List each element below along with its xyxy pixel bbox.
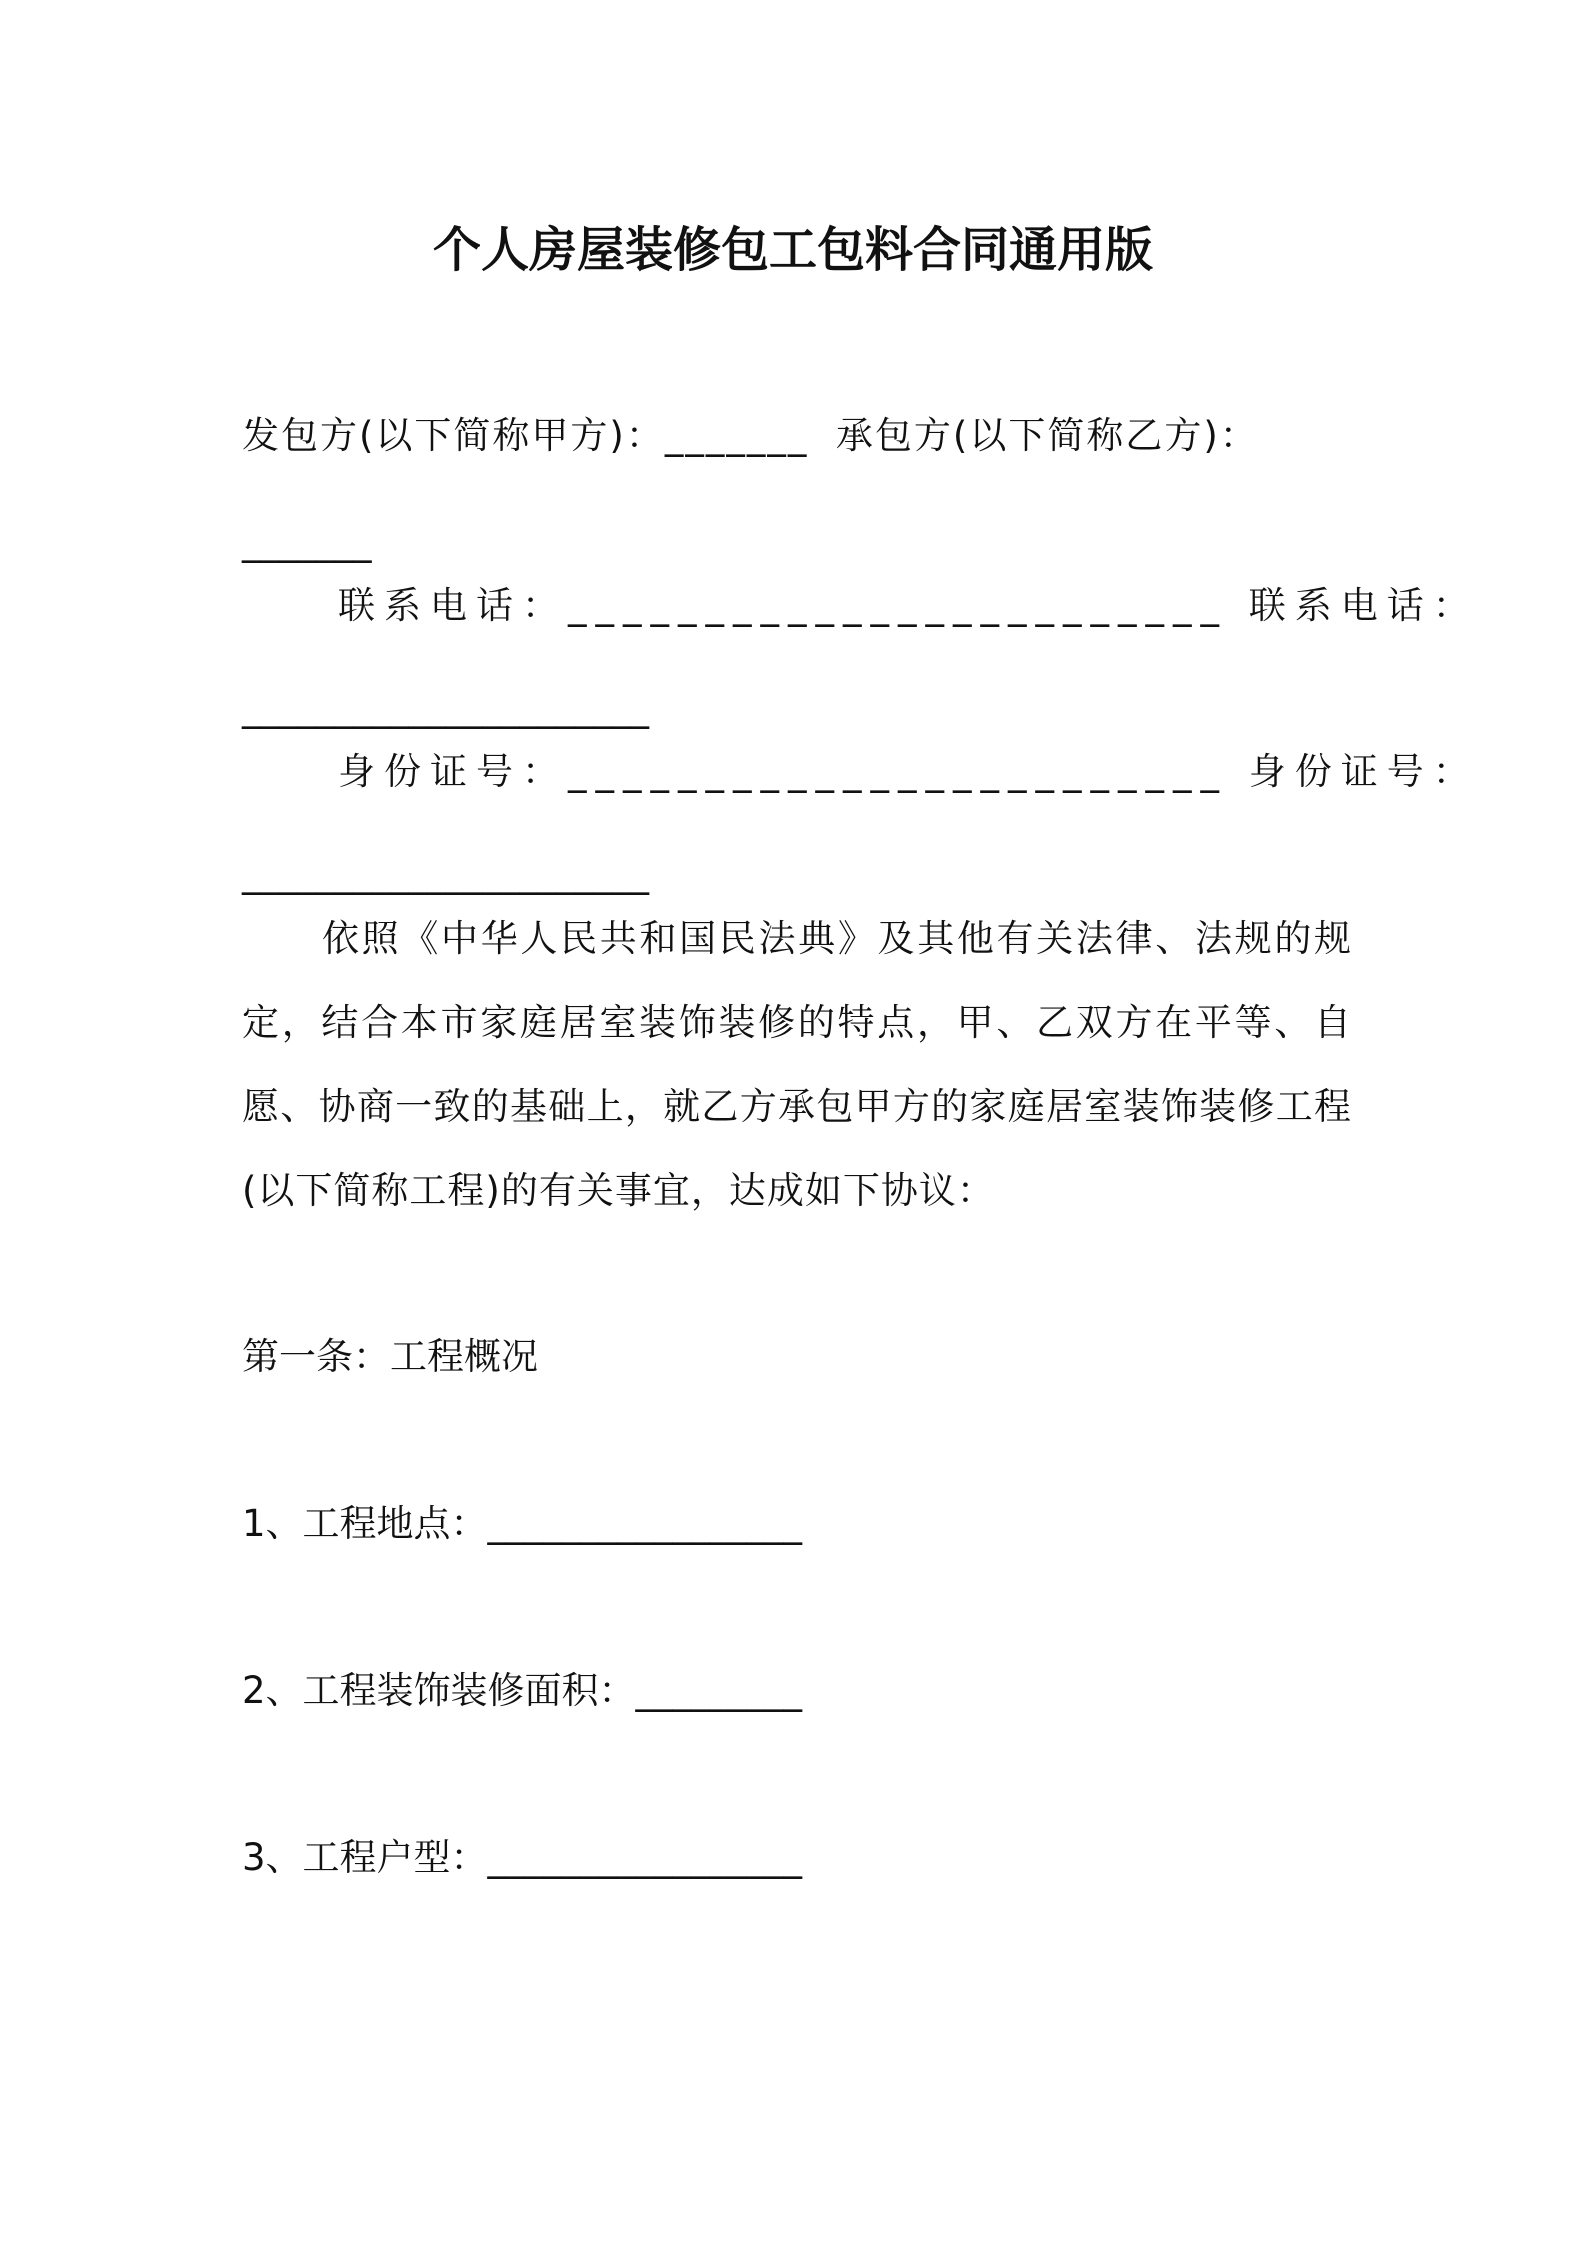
document-title: 个人房屋装修包工包料合同通用版 bbox=[432, 222, 1153, 278]
phone-blank: ______________________ bbox=[242, 686, 649, 729]
item-project-location: 1、工程地点：_________________ bbox=[242, 1502, 803, 1545]
id-number-line: 身份证号：________________________ 身份证号： bbox=[338, 750, 1479, 793]
intro-paragraph: 依照《中华人民共和国民法典》及其他有关法律、法规的规定，结合本市家庭居室装饰装修的特点，甲、乙双方在平等、自愿、协商一致的基础上，就乙方承包甲方的家庭居室装饰装修工程(以下简称工程)的有关事宜，达成如下协议： bbox=[242, 917, 1352, 1212]
phone-line: 联系电话：________________________ 联系电话： bbox=[338, 584, 1479, 627]
party-blank: _______ bbox=[242, 520, 372, 563]
item-project-layout: 3、工程户型：_________________ bbox=[242, 1836, 803, 1879]
article-1-heading: 第一条：工程概况 bbox=[242, 1335, 538, 1378]
id-number-blank: ______________________ bbox=[242, 852, 649, 895]
party-line: 发包方(以下简称甲方)：_______ 承包方(以下简称乙方)： bbox=[242, 414, 1259, 457]
item-project-area: 2、工程装饰装修面积：_________ bbox=[242, 1669, 803, 1712]
